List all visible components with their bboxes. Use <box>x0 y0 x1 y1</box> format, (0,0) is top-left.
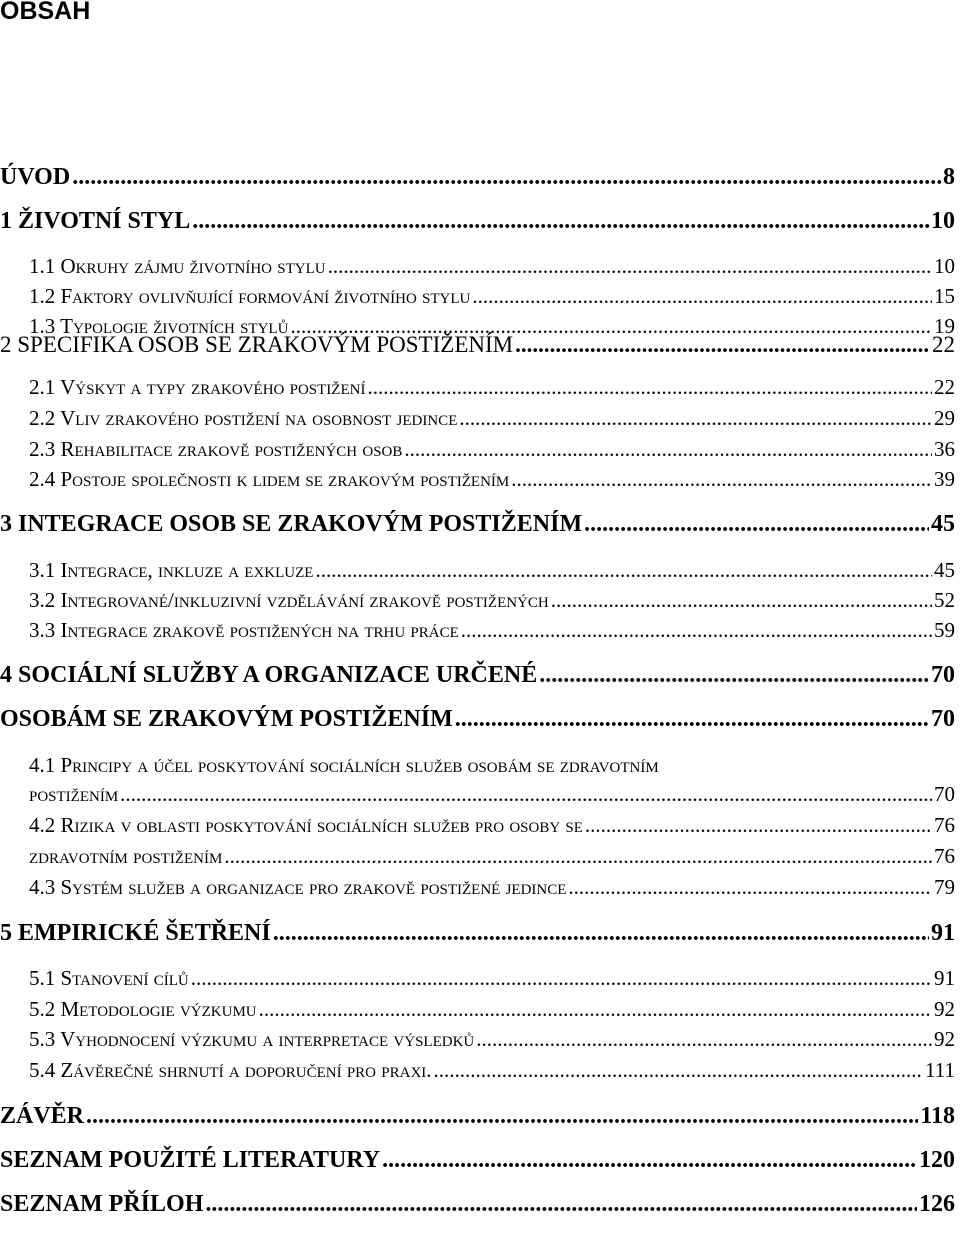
dot-leader <box>404 439 932 460</box>
toc-entry-label: 2.3 Rehabilitace zrakově postižených osob <box>29 437 403 461</box>
toc-entry-page: 70 <box>931 662 955 688</box>
toc-entry-label: 5 EMPIRICKÉ ŠETŘENÍ <box>0 920 271 946</box>
toc-entry-label: 2.2 Vliv zrakového postižení na osobnost jedince <box>29 406 458 430</box>
dot-leader <box>86 1104 918 1128</box>
toc-entry-label: 1.1 Okruhy zájmu životního stylu <box>29 254 326 278</box>
dot-leader <box>459 408 932 429</box>
toc-entry-1[interactable] <box>0 209 960 233</box>
toc-entry-literatura[interactable] <box>0 1148 960 1172</box>
toc-entry-page: 19 <box>934 314 955 338</box>
toc-entry-5-2[interactable] <box>0 999 960 1020</box>
dot-leader <box>434 1060 924 1081</box>
toc-entry-label: postižením <box>29 782 119 806</box>
dot-leader <box>273 921 929 945</box>
toc-entry-label: 2 SPECIFIKA OSOB SE ZRAKOVÝM POSTIŽENÍM <box>0 332 514 357</box>
toc-entry-page: 76 <box>934 844 955 868</box>
toc-entry-page: 118 <box>920 1103 955 1129</box>
toc-entry-label: 5.3 Vyhodnocení výzkumu a interpretace výsledků <box>29 1027 475 1051</box>
toc-entry-label: 1.2 Faktory ovlivňující formování životního stylu <box>29 284 471 308</box>
toc-entry-4-3[interactable] <box>0 877 960 898</box>
toc-entry-page: 10 <box>934 254 955 278</box>
dot-leader <box>585 815 932 836</box>
dot-leader <box>461 620 932 641</box>
toc-entry-4-1[interactable] <box>0 784 960 805</box>
toc-entry-label: 4.3 Systém služeb a organizace pro zrakově postižené jedince <box>29 875 567 899</box>
toc-entry-page: 52 <box>934 588 955 612</box>
dot-leader <box>205 1192 917 1216</box>
dot-leader <box>511 469 932 490</box>
toc-entry-label: 4.2 Rizika v oblasti poskytování sociálních služeb pro osoby se <box>29 813 583 837</box>
dot-leader <box>72 165 941 189</box>
toc-entry-4-2[interactable] <box>0 815 960 836</box>
toc-entry-2-1[interactable] <box>0 377 960 398</box>
toc-entry-label: 5.4 Závěrečné shrnutí a doporučení pro praxi. <box>29 1058 432 1082</box>
dot-leader <box>584 512 929 536</box>
toc-entry-5-1[interactable] <box>0 968 960 989</box>
toc-entry-5-4[interactable] <box>0 1060 960 1081</box>
toc-entry-label: zdravotním postižením <box>29 844 223 868</box>
toc-entry-page: 79 <box>934 875 955 899</box>
toc-entry-3[interactable] <box>0 512 960 536</box>
dot-leader <box>476 1029 932 1050</box>
toc-entry-1-2[interactable] <box>0 286 960 307</box>
dot-leader <box>259 999 932 1020</box>
dot-leader <box>539 663 929 687</box>
toc-entry-label: 3.3 Integrace zrakově postižených na trhu práce <box>29 618 459 642</box>
toc-entry-label: 5.1 Stanovení cílů <box>29 966 189 990</box>
toc-entry-page: 15 <box>934 284 955 308</box>
toc-entry-2-2[interactable] <box>0 408 960 429</box>
toc-entry-label: 2.4 Postoje společnosti k lidem se zrakovým postižením <box>29 467 510 491</box>
toc-entry-3-3[interactable] <box>0 620 960 641</box>
toc-entry-page: 22 <box>932 332 955 357</box>
toc-entry-page: 70 <box>934 782 955 806</box>
dot-leader <box>315 560 932 581</box>
toc-entry-page: 111 <box>925 1058 955 1082</box>
toc-entry-3-1[interactable] <box>0 560 960 581</box>
toc-entry-3-2[interactable] <box>0 590 960 611</box>
toc-entry-page: 91 <box>931 920 955 946</box>
dot-leader <box>382 1148 917 1172</box>
toc-entry-label: OSOBÁM SE ZRAKOVÝM POSTIŽENÍM <box>0 706 453 732</box>
toc-entry-page: 76 <box>934 813 955 837</box>
toc-entry-page: 8 <box>943 164 955 190</box>
dot-leader <box>191 968 932 989</box>
toc-entry-page: 10 <box>931 208 955 234</box>
toc-entry-page: 70 <box>931 706 955 732</box>
toc-entry-2-3[interactable] <box>0 439 960 460</box>
toc-entry-label: SEZNAM POUŽITÉ LITERATURY <box>0 1147 381 1173</box>
toc-entry-label: ÚVOD <box>0 164 71 190</box>
toc-entry-uvod[interactable] <box>0 165 960 189</box>
toc-entry-page: 29 <box>934 406 955 430</box>
toc-entry-page: 120 <box>919 1147 955 1173</box>
toc-entry-4[interactable] <box>0 663 960 687</box>
toc-entry-label: 3.1 Integrace, inkluze a exkluze <box>29 558 314 582</box>
toc-entry-2[interactable] <box>0 333 960 356</box>
toc-entry-5-3[interactable] <box>0 1029 960 1050</box>
toc-entry-prilohy[interactable] <box>0 1192 960 1216</box>
toc-entry-2-4[interactable] <box>0 469 960 490</box>
toc-entry-5[interactable] <box>0 921 960 945</box>
toc-entry-page: 39 <box>934 467 955 491</box>
toc-entry-1-1[interactable] <box>0 256 960 277</box>
toc-entry-label: 1.3 Typologie životních stylů <box>29 314 289 338</box>
toc-entry-page: 45 <box>934 558 955 582</box>
toc-entry-label: 2.1 Výskyt a typy zrakového postižení <box>29 375 366 399</box>
toc-entry-label: 1 ŽIVOTNÍ STYL <box>0 208 191 234</box>
toc-entry-label: SEZNAM PŘÍLOH <box>0 1191 204 1217</box>
toc-entry-page: 92 <box>934 997 955 1021</box>
toc-entry-page: 22 <box>934 375 955 399</box>
dot-leader <box>515 333 930 356</box>
dot-leader <box>367 377 932 398</box>
toc-entry-label: ZÁVĚR <box>0 1103 85 1129</box>
toc-entry-page: 126 <box>919 1191 955 1217</box>
toc-entry-4-cont[interactable] <box>0 707 960 731</box>
toc-entry-label: 4 SOCIÁLNÍ SLUŽBY A ORGANIZACE URČENÉ <box>0 662 538 688</box>
toc-entry-page: 59 <box>934 618 955 642</box>
toc-entry-label: 5.2 Metodologie výzkumu <box>29 997 257 1021</box>
toc-entry-page: 36 <box>934 437 955 461</box>
toc-entry-page: 91 <box>934 966 955 990</box>
toc-entry-page: 92 <box>934 1027 955 1051</box>
dot-leader <box>328 256 932 277</box>
toc-entry-label: 3 INTEGRACE OSOB SE ZRAKOVÝM POSTIŽENÍM <box>0 511 583 537</box>
dot-leader <box>192 209 929 233</box>
dot-leader <box>224 846 932 867</box>
dot-leader <box>472 286 932 307</box>
toc-entry-4-2-cont[interactable] <box>0 846 960 867</box>
toc-entry-page: 45 <box>931 511 955 537</box>
page-title: OBSAH <box>0 0 91 25</box>
toc-entry-label: 3.2 Integrované/inkluzivní vzdělávání zrakově postižených <box>29 588 549 612</box>
toc-entry-zaver[interactable] <box>0 1104 960 1128</box>
dot-leader <box>120 784 932 805</box>
dot-leader <box>455 707 929 731</box>
toc-entry-4-1-line1[interactable]: 4.1 Principy a účel poskytování sociálních služeb osobám se zdravotním <box>29 753 659 777</box>
dot-leader <box>568 877 932 898</box>
dot-leader <box>551 590 932 611</box>
